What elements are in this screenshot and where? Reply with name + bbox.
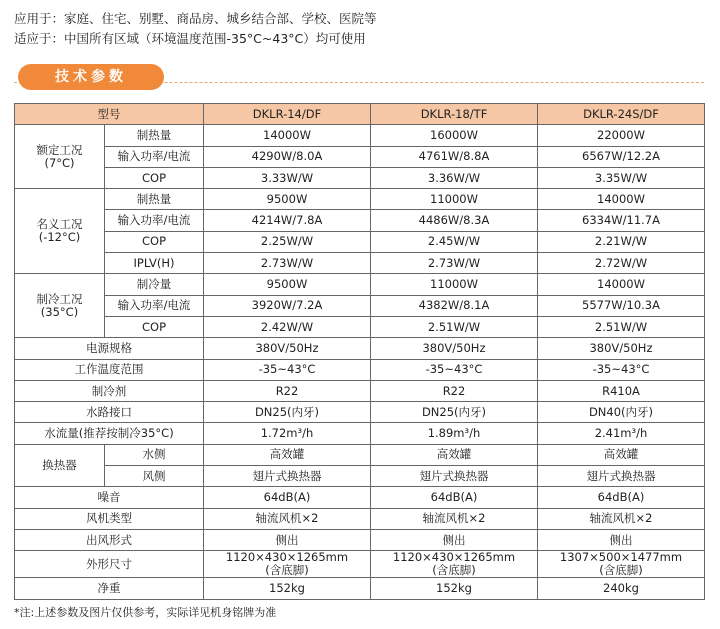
table-row <box>15 316 705 337</box>
cell-value: 2.72W/W <box>538 253 705 274</box>
cell-value: 翅片式换热器 <box>538 466 705 487</box>
cell-value: 9500W <box>204 274 371 295</box>
model-name: DKLR-24S/DF <box>538 104 705 125</box>
row-label: 水路接口 <box>15 402 204 423</box>
group-nominal <box>15 189 105 274</box>
cell-value: 侧出 <box>538 529 705 550</box>
row-label: 输入功率/电流 <box>105 295 204 316</box>
spec-table <box>14 103 705 600</box>
row-label: COP <box>105 316 204 337</box>
cell-value: 5577W/10.3A <box>538 295 705 316</box>
cell-value: 侧出 <box>371 529 538 550</box>
table-row <box>15 253 705 274</box>
cell-value: R410A <box>538 380 705 401</box>
cell-value: 240kg <box>538 578 705 599</box>
model-label: 型号 <box>15 104 204 125</box>
group-condition: (-12°C) <box>38 230 81 245</box>
cell-value: 4486W/8.3A <box>371 210 538 231</box>
cell-value: 9500W <box>204 189 371 210</box>
cell-value: 2.51W/W <box>538 316 705 337</box>
cell-value: 2.42W/W <box>204 316 371 337</box>
group-condition: (35°C) <box>40 304 79 319</box>
cell-value: 6567W/12.2A <box>538 146 705 167</box>
cell-value: 16000W <box>371 125 538 146</box>
table-row <box>15 274 705 295</box>
row-label: 水侧 <box>105 444 204 465</box>
dimension-value: 1120×430×1265mm <box>392 550 516 565</box>
cell-value: DN25(内牙) <box>204 402 371 423</box>
dimension-value: 1307×500×1477mm <box>559 550 683 565</box>
table-row <box>15 444 705 465</box>
row-label: 输入功率/电流 <box>105 210 204 231</box>
cell-value: 2.41m³/h <box>538 423 705 444</box>
cell-value: 14000W <box>538 274 705 295</box>
application-line: 应用于：家庭、住宅、别墅、商品房、城乡结合部、学校、医院等 <box>14 11 377 26</box>
table-row <box>15 146 705 167</box>
cell-value: 轴流风机×2 <box>371 508 538 529</box>
row-label: 输入功率/电流 <box>105 146 204 167</box>
cell-value: 11000W <box>371 274 538 295</box>
cell-value: 14000W <box>204 125 371 146</box>
cell-value: 14000W <box>538 189 705 210</box>
table-row <box>15 529 705 550</box>
cell-value: 3.35W/W <box>538 167 705 188</box>
group-rated <box>15 125 105 189</box>
table-row <box>15 423 705 444</box>
cell-value: 2.21W/W <box>538 231 705 252</box>
cell-value: 6334W/11.7A <box>538 210 705 231</box>
group-condition: (7°C) <box>44 155 75 170</box>
cell-value: 高效罐 <box>538 444 705 465</box>
cell-value: 64dB(A) <box>538 487 705 508</box>
table-row <box>15 295 705 316</box>
cell-value: 4214W/7.8A <box>204 210 371 231</box>
cell-value: 4382W/8.1A <box>371 295 538 316</box>
cell-value: 22000W <box>538 125 705 146</box>
row-label: 水流量(推荐按制冷35°C) <box>15 423 204 444</box>
table-row <box>15 487 705 508</box>
cell-value: 64dB(A) <box>204 487 371 508</box>
cell-value: 3920W/7.2A <box>204 295 371 316</box>
cell-value: 轴流风机×2 <box>538 508 705 529</box>
row-label: COP <box>105 167 204 188</box>
section-header <box>14 64 704 94</box>
group-label: 额定工况 <box>36 142 83 157</box>
row-label: 制冷量 <box>105 274 204 295</box>
table-row <box>15 508 705 529</box>
cell-value: 152kg <box>204 578 371 599</box>
footnote: *注:上述参数及图片仅供参考，实际详见机身铭牌为准 <box>14 606 277 619</box>
cell-value <box>371 551 538 578</box>
dimension-value: 1120×430×1265mm <box>225 550 349 565</box>
cell-value: DN40(内牙) <box>538 402 705 423</box>
row-label: 净重 <box>15 578 204 599</box>
cell-value: 2.25W/W <box>204 231 371 252</box>
cell-value: -35~43°C <box>538 359 705 380</box>
row-label: 噪音 <box>15 487 204 508</box>
cell-value: 152kg <box>371 578 538 599</box>
group-exchanger: 换热器 <box>15 444 105 487</box>
cell-value: 380V/50Hz <box>371 338 538 359</box>
cell-value: 380V/50Hz <box>538 338 705 359</box>
table-row <box>15 578 705 599</box>
cell-value <box>204 551 371 578</box>
table-row <box>15 231 705 252</box>
cell-value: 380V/50Hz <box>204 338 371 359</box>
cell-value: 1.72m³/h <box>204 423 371 444</box>
cell-value: 高效罐 <box>204 444 371 465</box>
row-label: 制热量 <box>105 189 204 210</box>
cell-value: -35~43°C <box>371 359 538 380</box>
cell-value: 翅片式换热器 <box>371 466 538 487</box>
cell-value: 2.73W/W <box>371 253 538 274</box>
table-row <box>15 210 705 231</box>
cell-value: 侧出 <box>204 529 371 550</box>
row-label: 制热量 <box>105 125 204 146</box>
table-row <box>15 167 705 188</box>
row-label: COP <box>105 231 204 252</box>
group-cooling <box>15 274 105 338</box>
cell-value: 高效罐 <box>371 444 538 465</box>
table-row <box>15 189 705 210</box>
cell-value: 2.45W/W <box>371 231 538 252</box>
group-label: 制冷工况 <box>36 291 83 306</box>
table-row <box>15 380 705 401</box>
table-header-row <box>15 104 705 125</box>
row-label: 工作温度范围 <box>15 359 204 380</box>
cell-value: 4290W/8.0A <box>204 146 371 167</box>
table-row <box>15 359 705 380</box>
row-label: IPLV(H) <box>105 253 204 274</box>
dimension-note: (含底脚) <box>599 563 643 578</box>
adaptation-line: 适应于：中国所有区域（环境温度范围-35°C~43°C）均可使用 <box>14 31 366 46</box>
cell-value: 3.33W/W <box>204 167 371 188</box>
cell-value: 1.89m³/h <box>371 423 538 444</box>
row-label: 电源规格 <box>15 338 204 359</box>
table-row <box>15 466 705 487</box>
cell-value: R22 <box>204 380 371 401</box>
cell-value: R22 <box>371 380 538 401</box>
cell-value <box>538 551 705 578</box>
cell-value: 64dB(A) <box>371 487 538 508</box>
cell-value: 翅片式换热器 <box>204 466 371 487</box>
cell-value: 3.36W/W <box>371 167 538 188</box>
table-row <box>15 551 705 578</box>
model-name: DKLR-14/DF <box>204 104 371 125</box>
row-label: 外形尺寸 <box>15 551 204 578</box>
model-name: DKLR-18/TF <box>371 104 538 125</box>
dimension-note: (含底脚) <box>265 563 309 578</box>
cell-value: 2.73W/W <box>204 253 371 274</box>
cell-value: -35~43°C <box>204 359 371 380</box>
cell-value: 轴流风机×2 <box>204 508 371 529</box>
dimension-note: (含底脚) <box>432 563 476 578</box>
table-row <box>15 125 705 146</box>
section-title-badge: 技术参数 <box>18 64 164 90</box>
table-row <box>15 402 705 423</box>
cell-value: 11000W <box>371 189 538 210</box>
group-label: 名义工况 <box>36 217 83 232</box>
table-row <box>15 338 705 359</box>
row-label: 出风形式 <box>15 529 204 550</box>
cell-value: 2.51W/W <box>371 316 538 337</box>
row-label: 风侧 <box>105 466 204 487</box>
row-label: 风机类型 <box>15 508 204 529</box>
cell-value: 4761W/8.8A <box>371 146 538 167</box>
cell-value: DN25(内牙) <box>371 402 538 423</box>
row-label: 制冷剂 <box>15 380 204 401</box>
intro-text <box>14 9 377 49</box>
